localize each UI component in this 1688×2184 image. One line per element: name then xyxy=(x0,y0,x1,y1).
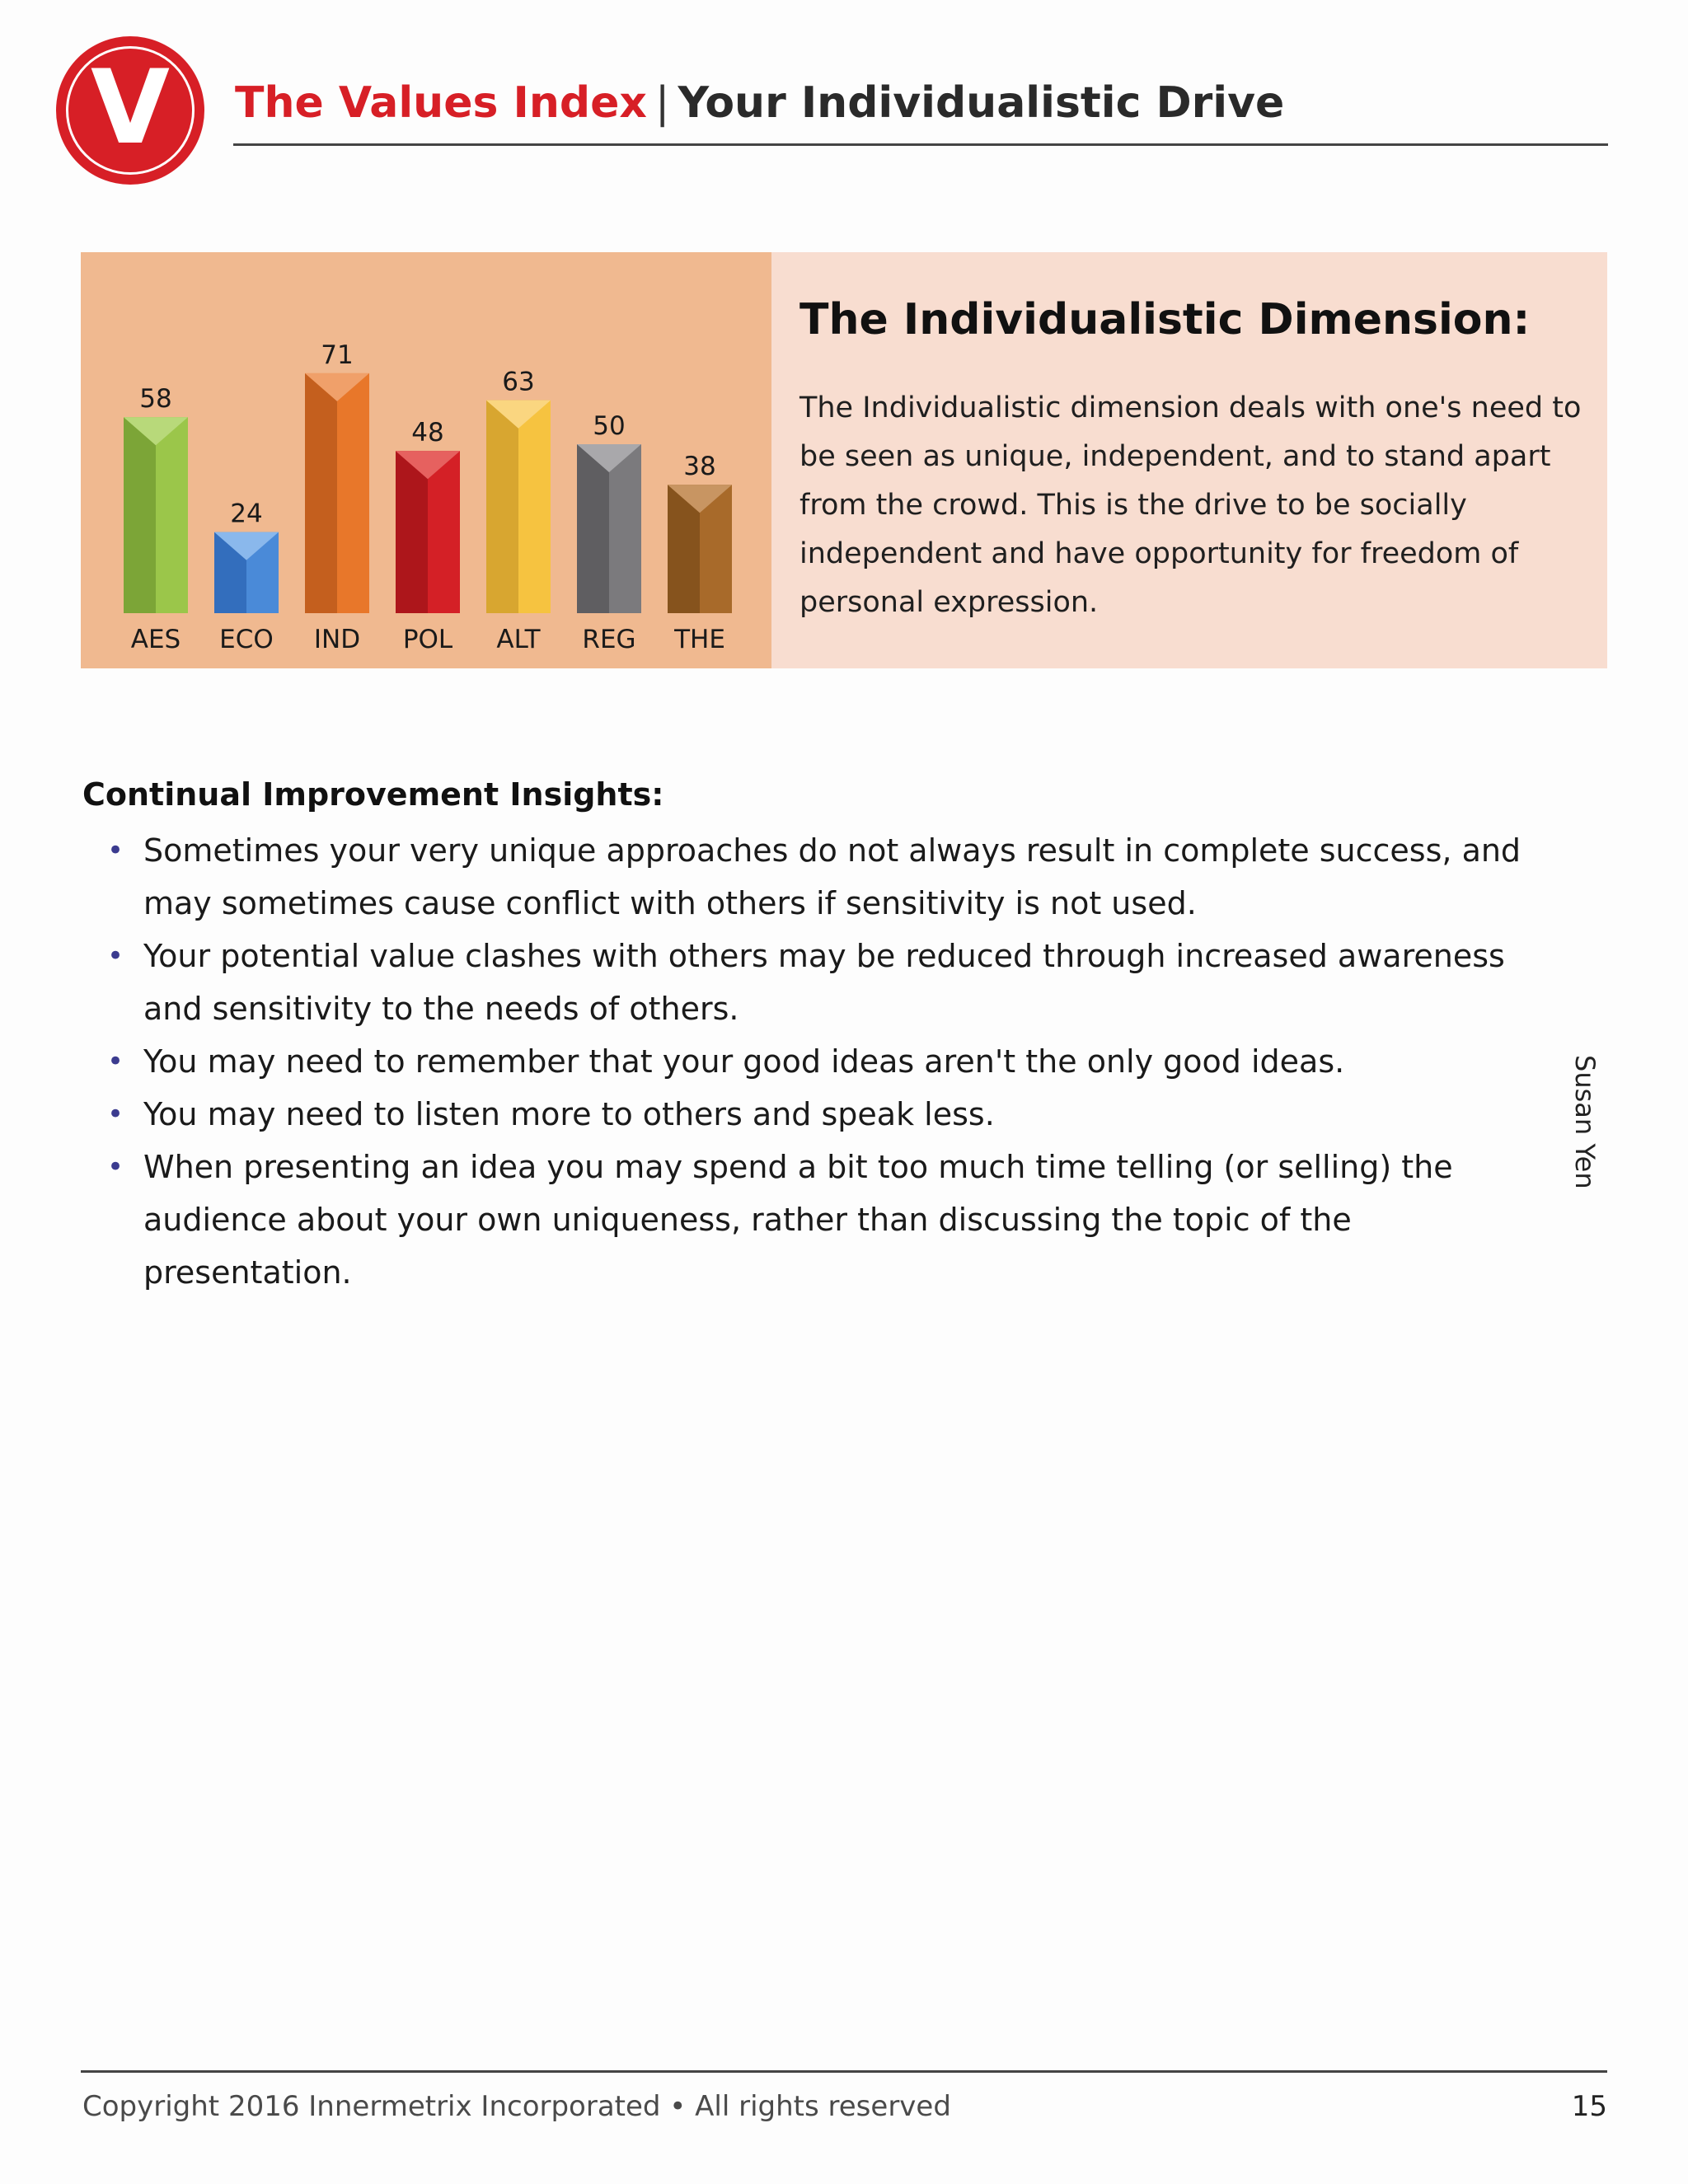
bullet-icon: • xyxy=(107,834,124,867)
bar-value-label: 63 xyxy=(502,367,535,397)
bar-shade-ind xyxy=(305,373,337,613)
insights-list xyxy=(107,824,1541,1299)
list-item xyxy=(107,1088,1541,1141)
bar-category-label: REG xyxy=(582,625,636,654)
bar-shade-pol xyxy=(396,451,428,613)
bar-category-label: ALT xyxy=(496,625,541,654)
list-item xyxy=(107,930,1541,1035)
dimension-description-box xyxy=(771,252,1607,668)
insight-text: When presenting an idea you may spend a bit too much time telling (or selling) the audience about your own uniqueness, rather than discussing the topic of the presentation. xyxy=(143,1149,1453,1291)
bullet-icon: • xyxy=(107,1098,124,1131)
bar-value-label: 71 xyxy=(321,340,354,370)
bar-category-label: AES xyxy=(130,625,181,654)
bar-category-label: POL xyxy=(402,625,453,654)
insight-text: You may need to listen more to others and speak less. xyxy=(143,1096,995,1132)
insights-heading: Continual Improvement Insights: xyxy=(82,776,664,813)
dimension-text: The Individualistic dimension deals with one's need to be seen as unique, independent, and to stand apart from the crowd. This is the drive to be socially independent and have opportunity for freedom of personal expression. xyxy=(799,391,1582,619)
header-divider xyxy=(233,143,1608,146)
bar-value-label: 58 xyxy=(139,384,172,415)
bar-category-label: ECO xyxy=(219,625,274,654)
values-index-logo xyxy=(56,36,204,185)
dimension-title: The Individualistic Dimension: xyxy=(799,295,1531,344)
footer-divider xyxy=(81,2070,1607,2073)
page-number: 15 xyxy=(1571,2090,1607,2123)
bar-category-label: THE xyxy=(674,625,725,654)
dimension-panel xyxy=(81,252,1607,668)
bar-value-label: 48 xyxy=(411,418,444,448)
list-item xyxy=(107,1141,1541,1299)
bar-value-label: 50 xyxy=(593,411,626,441)
page-title xyxy=(235,74,1284,132)
brand-title: The Values Index xyxy=(235,78,647,128)
bar-value-label: 38 xyxy=(683,452,716,482)
insight-text: You may need to remember that your good ideas aren't the only good ideas. xyxy=(143,1043,1345,1080)
bullet-icon: • xyxy=(107,940,124,972)
title-separator: | xyxy=(654,78,670,128)
bullet-icon: • xyxy=(107,1151,124,1183)
insight-text: Your potential value clashes with others may be reduced through increased awareness and sensitivity to the needs of others. xyxy=(143,938,1505,1027)
logo-letter: V xyxy=(91,49,170,167)
insight-text: Sometimes your very unique approaches do not always result in complete success, and may sometimes cause conflict with others if sensitivity is not used. xyxy=(143,832,1522,921)
bar-shade-alt xyxy=(486,401,518,613)
bar-shade-reg xyxy=(577,444,609,613)
respondent-name: Susan Yen xyxy=(1569,1055,1601,1189)
bullet-icon: • xyxy=(107,1045,124,1078)
footer-copyright: Copyright 2016 Innermetrix Incorporated • All rights reserved xyxy=(82,2090,951,2123)
bar-category-label: IND xyxy=(313,625,361,654)
bar-value-label: 24 xyxy=(230,499,263,529)
list-item xyxy=(107,824,1541,930)
section-title: Your Individualistic Drive xyxy=(678,78,1285,128)
list-item xyxy=(107,1035,1541,1088)
bar-shade-aes xyxy=(124,417,156,613)
scores-bar-chart xyxy=(81,252,771,668)
scores-chart-box xyxy=(81,252,771,668)
